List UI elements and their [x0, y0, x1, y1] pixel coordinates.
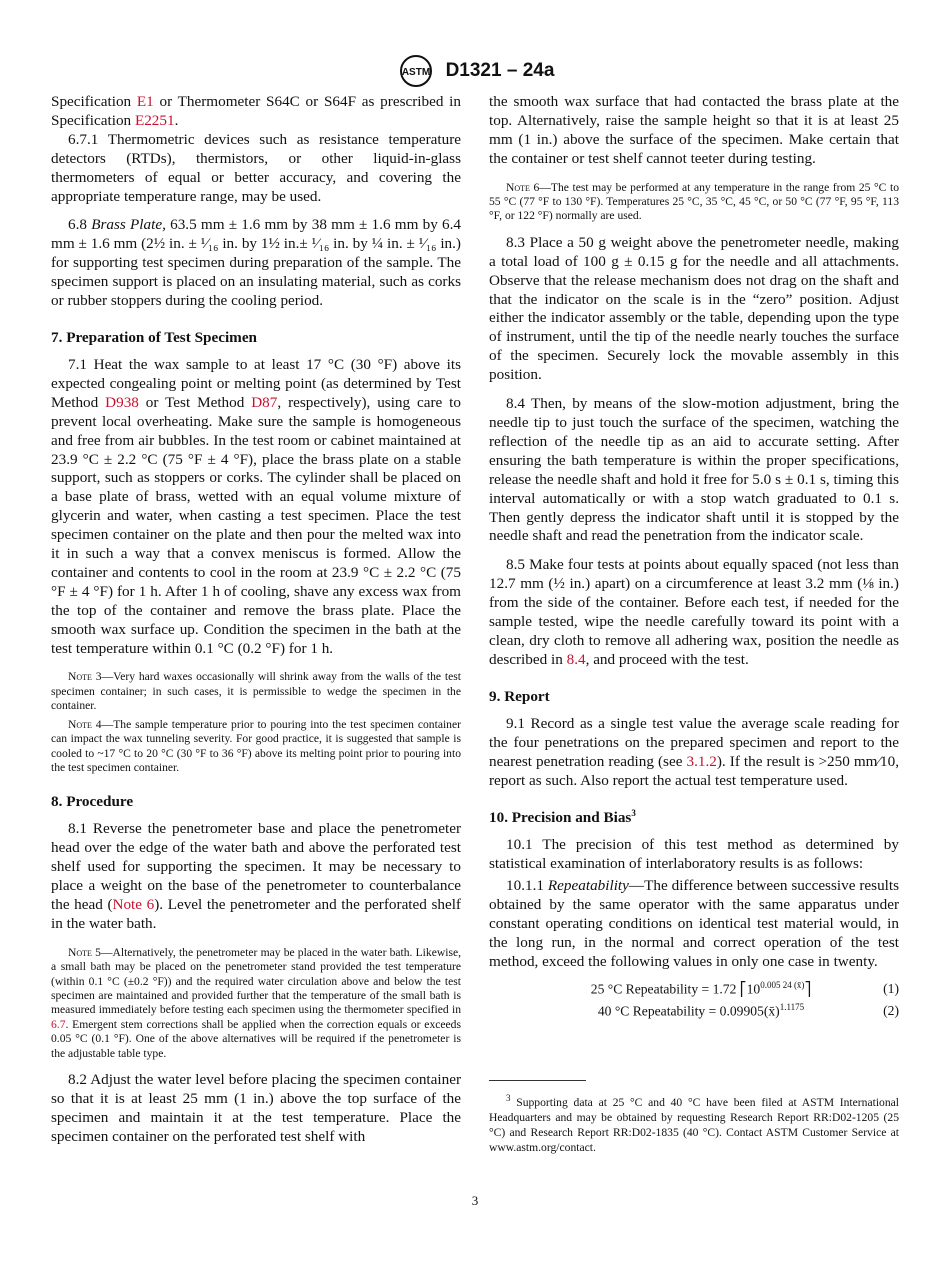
note-5: Note 5—Alternatively, the penetrometer may be placed in the water bath. Likewise, a small bath may be placed on the penetrometer stand provided the test temperature (within 0.1 °C (±0.2 °F)) and the required water circulation above and below the test specimen are maintained and provided further that the temperature of the small bath is measured immediately before testing each specimen using the thermometer specified in 6.7. Emergent stem corrections shall be applied when the correction equals or exceeds 0.05 °C (0.1 °F). One of the above alternatives will be required if the penetrometer is the adjustable table type.: [51, 945, 461, 1060]
footnote-3: $^3$ Supporting data at 25 °C and 40 °C have been filed at ASTM International Headquarters and may be obtained by requesting Research Report RR:D02-1205 (25 °C) and Research Report RR:D02-1835 (40 °C). Contact ASTM Customer Service at www.astm.org/contact.: [489, 1092, 899, 1154]
paragraph-7-1: 7.1 Heat the wax sample to at least 17 °C (30 °F) above its expected congealing point or melting point (as determined by Test Method D938 or Test Method D87, respectively), using care to prevent local overheating. Make sure the sample is homogeneous and free from air bubbles. In the test room or cabinet maintained at 23.9 °C ± 2.2 °C (75 °F ± 4 °F), place the brass plate on a stable support, such as stoppers or corks. The cylinder shall be placed on a base plate of brass, wetted with an equal volume mixture of glycerin and water, when casting a test specimen. Place the test specimen container on the plate and then pour the melted wax into it in such a way that a convex meniscus is formed. Allow the container and contents to cool in the room at 23.9 °C ± 2.2 °C (75 °F ± 4 °F) for 1 h. After 1 h of cooling, shave any excess wax from the top of the container and remove the brass plate. Place the smooth wax surface up. Condition the specimen in the bath at the test temperature within 0.1 °C (0.2 °F) for 1 h.: [51, 355, 462, 657]
paragraph-8-3: 8.3 Place a 50 g weight above the penetrometer needle, making a total load of 100 g ± 0.15 g for the needle and all attachments. Observe that the release mechanism does not drag on the shaft and that the indicator on the scale is in the “zero” position. Adjust either the indicator assembly or the table, depending upon the type of instrument, until the tip of the needle nearly touches the surface of the specimen. Securely lock the movable assembly in this position.: [489, 233, 899, 384]
link-e2251[interactable]: E2251: [134, 111, 175, 129]
left-column: [51, 93, 461, 1147]
paragraph-8-2: 8.2 Adjust the water level before placing the specimen container so that it is at least 25 mm (1 in.) above the top surface of the specimen and maintain it at the test temperature. Place the specimen container on the perforated test shelf with: [51, 1071, 461, 1145]
paragraph-10-1: 10.1 The precision of this test method as determined by statistical examination of interlaboratory results is as follows:: [489, 836, 899, 873]
link-6-7[interactable]: 6.7: [51, 1017, 66, 1031]
paragraph-8-2-cont: the smooth wax surface that had contacted the brass plate at the top. Alternatively, raise the sample height so that it is at least 25 mm (1 in.) above the surface of the specimen. Make certain that the container or test shelf cannot teeter during testing.: [489, 93, 899, 167]
note-6: Note 6—The test may be performed at any temperature in the range from 25 °C to 55 °C (77 °F to 130 °F). Temperatures 25 °C, 35 °C, 45 °C, or 50 °C (77 °F, 95 °F, 113 °F, or 122 °F) normally are used.: [489, 180, 899, 223]
equation-2: 40 °C Repeatability = 0.09905(x̄)$^{1.1175}$ (2): [597, 1002, 899, 1019]
link-d938[interactable]: D938: [105, 393, 139, 411]
section-8-heading: 8. Procedure: [51, 793, 134, 811]
paragraph-6-7-cont: Specification E1 or Thermometer S64C or S64F as prescribed in Specification E2251.: [51, 93, 461, 129]
paragraph-8-5: 8.5 Make four tests at points about equally spaced (not less than 12.7 mm (½ in.) apart) on a circumference at least 3.2 mm (⅛ in.) from the side of the container. Before each test, if needed for the sample tested, wipe the needle carefully toward its point with a clean, dry cloth to remove all adhering wax, position the needle as described in 8.4, and proceed with the test.: [489, 556, 899, 668]
page-number: 3: [471, 1193, 479, 1208]
note-3: Note 3—Very hard waxes occasionally will shrink away from the walls of the test specimen container; in such cases, it is permissible to wedge the specimen in the container.: [51, 670, 461, 713]
footnote-divider: [489, 1080, 586, 1081]
link-d87[interactable]: D87: [251, 393, 278, 411]
astm-logo-icon: [396, 54, 436, 88]
paragraph-6-7-1: 6.7.1 Thermometric devices such as resistance temperature detectors (RTDs), thermistors, or other liquid-in-glass thermometers of equal or better accuracy, and covering the appropriate temperature range, may be used.: [51, 130, 461, 205]
right-column: [489, 93, 899, 1155]
document-id: D1321 – 24a: [445, 60, 555, 81]
link-8-4[interactable]: 8.4: [566, 650, 586, 668]
link-note-6[interactable]: Note 6: [112, 895, 155, 913]
note-4: Note 4—The sample temperature prior to pouring into the test specimen container can impact the wax tunneling severity. For good practice, it is suggested that sample is cooled to ~17 °C to 20 °C (30 °F to 36 °F) above its melting point prior to pouring into the test specimen container.: [51, 717, 461, 774]
section-9-heading: 9. Report: [489, 687, 550, 705]
svg-text:ASTM: ASTM: [401, 67, 430, 78]
link-3-1-2[interactable]: 3.1.2: [686, 752, 717, 770]
page-header: [0, 54, 950, 88]
equation-1-number: (1): [883, 980, 899, 996]
paragraph-8-4: 8.4 Then, by means of the slow-motion adjustment, bring the needle tip to just touch the surface of the specimen, watching the reflection of the needle tip as an aid to accurate setting. After ensuring the bath temperature is within the proper specifications, release the needle shaft and hold it free for 5.0 s ± 0.1 s, timing this interval automatically or with a stop watch graduated to 0.1 s. Then gently depress the indicator shaft until it is stopped by the needle shaft and read the penetration from the indicator scale.: [489, 395, 899, 545]
paragraph-8-1: 8.1 Reverse the penetrometer base and place the penetrometer head over the edge of the water bath and above the perforated test shelf used for supporting the specimen. It may be necessary to place a weight on the base of the penetrometer to counterbalance the head (Note 6). Level the penetrometer and the perforated shelf in the water bath.: [51, 820, 461, 932]
equation-2-number: (2): [883, 1002, 899, 1018]
paragraph-9-1: 9.1 Record as a single test value the average scale reading for the four penetrations on the prepared specimen and report to the nearest penetration reading (see 3.1.2). If the result is >250 mm⁄10, report as such. Also report the actual test temperature used.: [489, 714, 900, 789]
paragraph-10-1-1: 10.1.1 Repeatability—The difference between successive results obtained by the same operator with the same apparatus under constant operating conditions on identical test material would, in the long run, in the normal and correct operation of the test method, exceed the following values in only one case in twenty.: [489, 877, 900, 970]
link-e1[interactable]: E1: [136, 93, 154, 110]
section-7-heading: 7. Preparation of Test Specimen: [51, 328, 258, 346]
paragraph-6-8: 6.8 Brass Plate, 63.5 mm ± 1.6 mm by 38 mm ± 1.6 mm by 6.4 mm ± 1.6 mm (2½ in. ± ¹⁄₁₆ in. by 1½ in.± ¹⁄₁₆ in. by ¼ in. ± ¹⁄₁₆ in.) for supporting test specimen during preparation of the sample. The specimen support is placed on an insulating material, such as corks or rubber stoppers during the cooling period.: [51, 216, 461, 310]
equation-1: 25 °C Repeatability = 1.72 $⎡10^{0.005 24 (x̄)}⎤$ (1): [590, 980, 899, 997]
section-10-heading: 10. Precision and Bias$^3$: [489, 808, 636, 827]
